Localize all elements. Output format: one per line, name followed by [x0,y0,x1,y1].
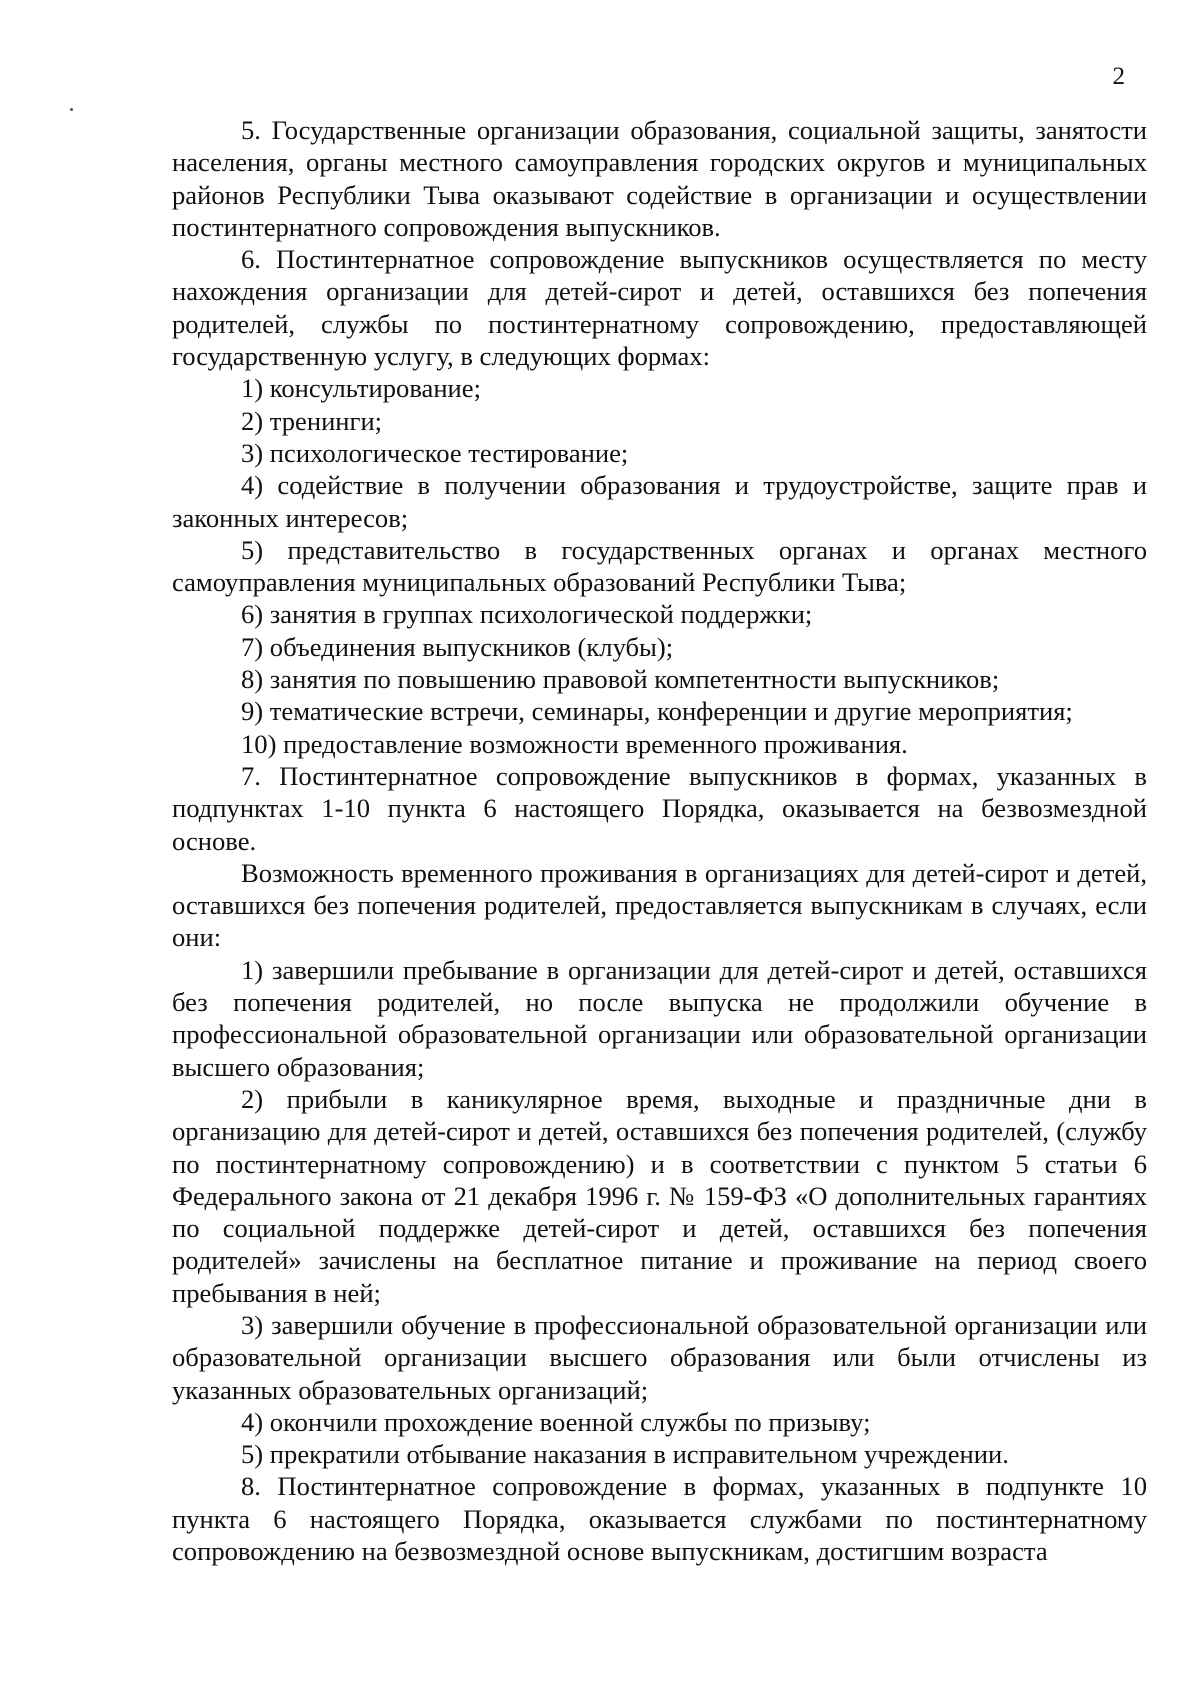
page-number: 2 [1112,63,1125,90]
scan-speck [70,108,73,111]
list-item-7-clubs: 7) объединения выпускников (клубы); [241,631,674,662]
list-item-10-housing: 10) предоставление возможности временного проживания. [241,728,908,759]
paragraph-temporary-housing: Возможность временного проживания в организациях для детей-сирот и детей, оставшихся без попечения родителей, предоставляется выпускникам в случаях, если они: [172,857,1147,953]
case-item-1: 1) завершили пребывание в организации для детей-сирот и детей, оставшихся без попечения родителей, но после выпуска не продолжили обучение в профессиональной образовательной организации или образовательной организации высшего образования; [172,954,1147,1082]
list-item-3-testing: 3) психологическое тестирование; [241,437,629,468]
list-item-9-events: 9) тематические встречи, семинары, конференции и другие мероприятия; [241,696,1073,727]
case-item-3: 3) завершили обучение в профессиональной образовательной организации или образовательной организации высшего образования или были отчислены из указанных образовательных организаций; [172,1309,1147,1405]
list-item-8-legal-competence: 8) занятия по повышению правовой компетентности выпускников; [241,664,1000,695]
paragraph-item-8: 8. Постинтернатное сопровождение в формах, указанных в подпункте 10 пункта 6 настоящего Порядка, оказывается службами по постинтернатному сопровождению на безвозмездной основе выпускникам, достигшим возраста [172,1471,1147,1567]
document-body [172,114,1147,1567]
paragraph-item-6: 6. Постинтернатное сопровождение выпускников осуществляется по месту нахождения организации для детей-сирот и детей, оставшихся без попечения родителей, службы по постинтернатному сопровождению, предоставляющей государственную услугу, в следующих формах: [172,244,1147,372]
case-item-5: 5) прекратили отбывание наказания в исправительном учреждении. [241,1439,1009,1470]
list-item-1-consulting: 1) консультирование; [241,373,481,404]
list-item-6-support-groups: 6) занятия в группах психологической поддержки; [241,599,813,630]
list-item-4-assistance: 4) содействие в получении образования и трудоустройстве, защите прав и законных интересов; [172,470,1147,533]
list-item-2-trainings: 2) тренинги; [241,405,383,436]
list-item-5-representation: 5) представительство в государственных органах и органах местного самоуправления муниципальных образований Республики Тыва; [172,534,1147,598]
case-item-4: 4) окончили прохождение военной службы по призыву; [241,1406,871,1437]
paragraph-item-5: 5. Государственные организации образования, социальной защиты, занятости населения, органы местного самоуправления городских округов и муниципальных районов Республики Тыва оказывают содействие в организации и осуществлении постинтернатного сопровождения выпускников. [172,115,1147,242]
paragraph-item-7: 7. Постинтернатное сопровождение выпускников в формах, указанных в подпунктах 1-10 пункта 6 настоящего Порядка, оказывается на безвозмездной основе. [172,760,1147,856]
case-item-2: 2) прибыли в каникулярное время, выходные и праздничные дни в организацию для детей-сирот и детей, оставшихся без попечения родителей, (службу по постинтернатному сопровождению) и в соответствии с пунктом 5 статьи 6 Федерального закона от 21 декабря 1996 г. № 159-ФЗ «О дополнительных гарантиях по социальной поддержке детей-сирот и детей, оставшихся без попечения родителей» зачислены на бесплатное питание и проживание на период своего пребывания в ней; [172,1083,1147,1308]
